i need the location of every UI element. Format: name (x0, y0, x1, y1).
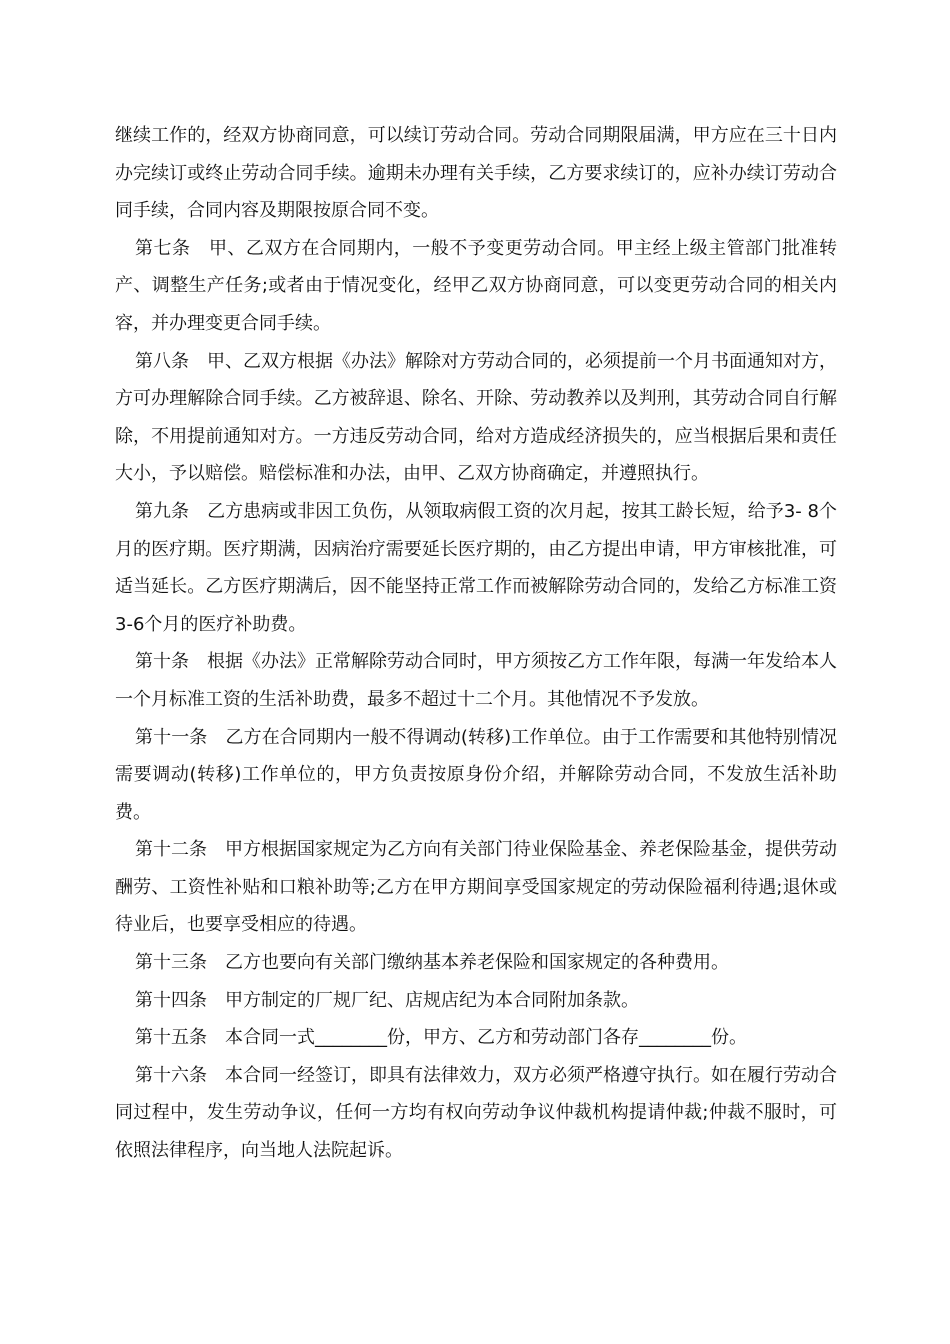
paragraph-article-10: 第十条 根据《办法》正常解除劳动合同时，甲方须按乙方工作年限，每满一年发给本人一个月标准工资的生活补助费，最多不超过十二个月。其他情况不予发放。 (115, 651, 837, 710)
paragraph-article-16: 第十六条 本合同一经签订，即具有法律效力，双方必须严格遵守执行。如在履行劳动合同过程中，发生劳动争议，任何一方均有权向劳动争议仲裁机构提请仲裁;仲裁不服时，可依照法律程序，向当地人法院起诉。 (115, 1064, 837, 1162)
document-body (115, 117, 837, 1170)
paragraph-article-9: 第九条 乙方患病或非因工负伤，从领取病假工资的次月起，按其工龄长短，给予3- 8个月的医疗期。医疗期满，因病治疗需要延长医疗期的，由乙方提出申请，甲方审核批准，可适当延长。乙方医疗期满后，因不能坚持正常工作而被解除劳动合同的，发给乙方标准工资3-6个月的医疗补助费。 (115, 500, 837, 635)
paragraph-article-14: 第十四条 甲方制定的厂规厂纪、店规店纪为本合同附加条款。 (135, 989, 639, 1011)
paragraph-article-15: 第十五条 本合同一式________份，甲方、乙方和劳动部门各存________份。 (135, 1027, 747, 1049)
paragraph-article-11: 第十一条 乙方在合同期内一般不得调动(转移)工作单位。由于工作需要和其他特别情况需要调动(转移)工作单位的，甲方负责按原身份介绍，并解除劳动合同，不发放生活补助费。 (115, 726, 837, 823)
paragraph-article-12: 第十二条 甲方根据国家规定为乙方向有关部门待业保险基金、养老保险基金，提供劳动酬劳、工资性补贴和口粮补助等;乙方在甲方期间享受国家规定的劳动保险福利待遇;退休或待业后，也要享受相应的待遇。 (115, 839, 837, 936)
paragraph-continuation: 继续工作的，经双方协商同意，可以续订劳动合同。劳动合同期限届满，甲方应在三十日内办完续订或终止劳动合同手续。逾期未办理有关手续，乙方要求续订的，应补办续订劳动合同手续，合同内容及期限按原合同不变。 (115, 125, 837, 222)
paragraph-article-8: 第八条 甲、乙双方根据《办法》解除对方劳动合同的，必须提前一个月书面通知对方，方可办理解除合同手续。乙方被辞退、除名、开除、劳动教养以及判刑，其劳动合同自行解除，不用提前通知对方。一方违反劳动合同，给对方造成经济损失的，应当根据后果和责任大小，予以赔偿。赔偿标准和办法，由甲、乙双方协商确定，并遵照执行。 (115, 350, 837, 485)
paragraph-article-13: 第十三条 乙方也要向有关部门缴纳基本养老保险和国家规定的各种费用。 (135, 952, 729, 974)
paragraph-article-7: 第七条 甲、乙双方在合同期内，一般不予变更劳动合同。甲主经上级主管部门批准转产、调整生产任务;或者由于情况变化，经甲乙双方协商同意，可以变更劳动合同的相关内容，并办理变更合同手续。 (115, 237, 837, 334)
